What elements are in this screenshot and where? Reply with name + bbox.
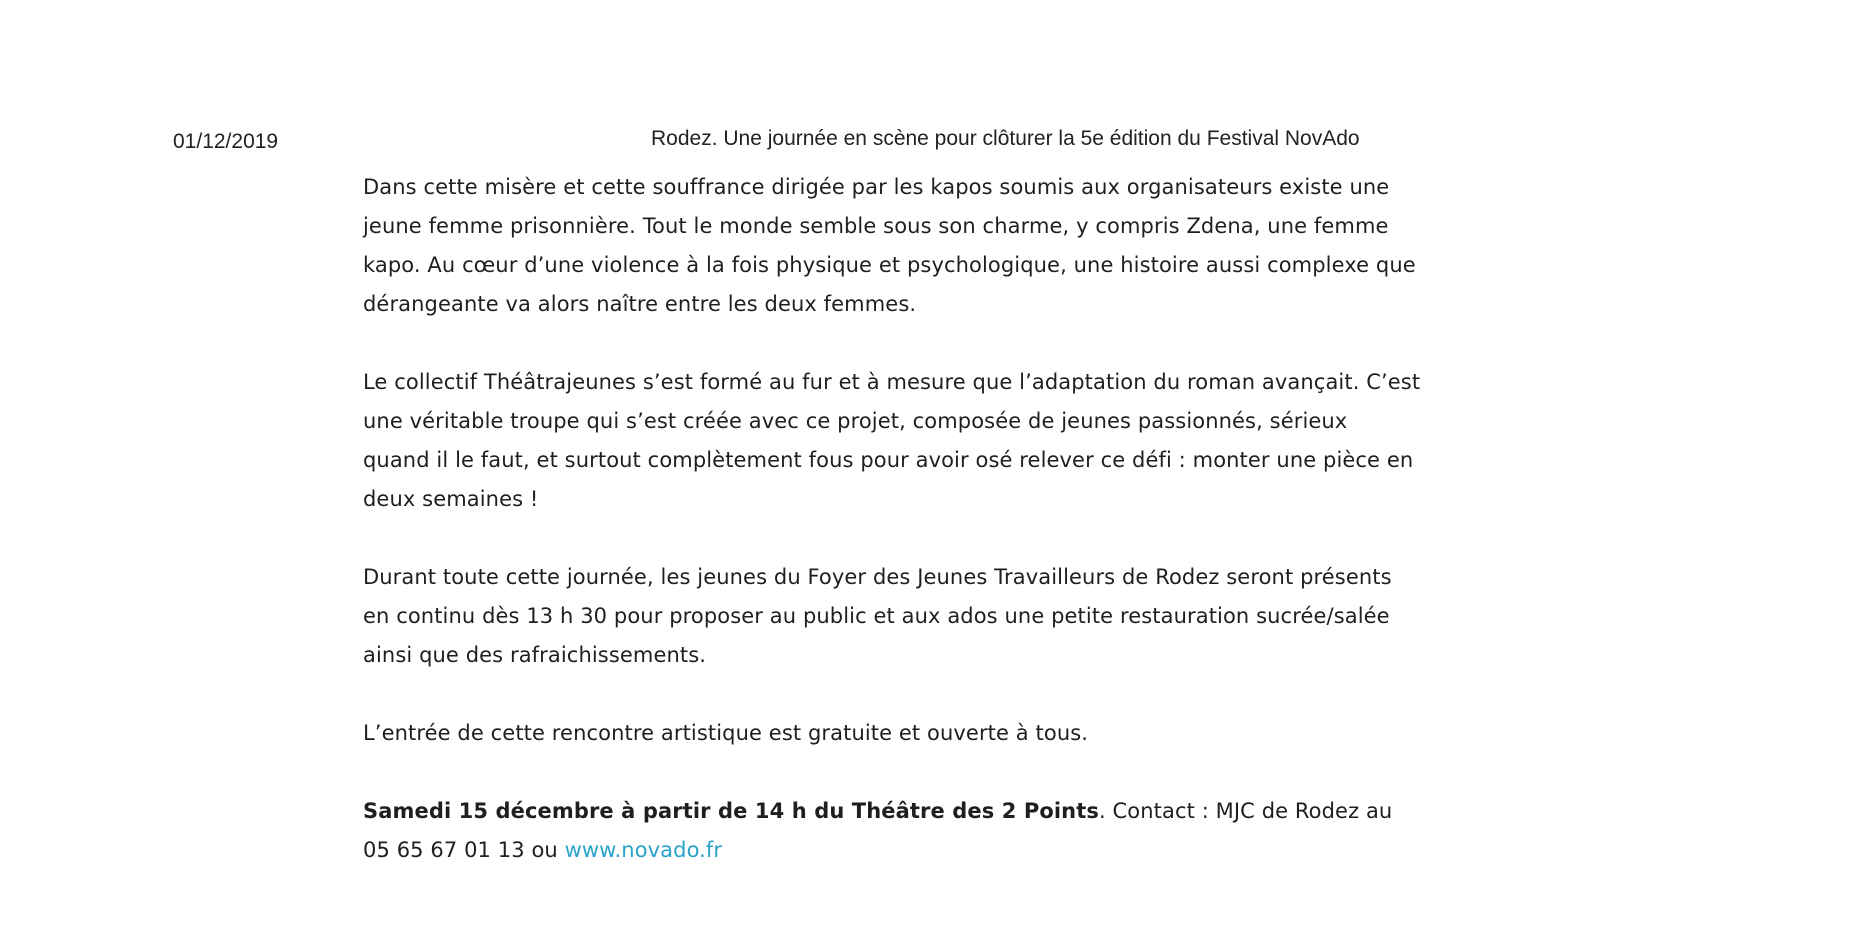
paragraph-line: dérangeante va alors naître entre les deux femmes. bbox=[363, 292, 917, 316]
paragraph-line: une véritable troupe qui s’est créée avec ce projet, composée de jeunes passionnés, sérieux bbox=[363, 409, 1348, 433]
paragraph-line: kapo. Au cœur d’une violence à la fois physique et psychologique, une histoire aussi complexe que bbox=[363, 253, 1416, 277]
paragraph-line: Dans cette misère et cette souffrance dirigée par les kapos soumis aux organisateurs existe une bbox=[363, 175, 1390, 199]
header-title: Rodez. Une journée en scène pour clôturer la 5e édition du Festival NovAdo bbox=[651, 127, 1360, 150]
paragraph-4 bbox=[363, 714, 1523, 753]
website-link[interactable]: www.novado.fr bbox=[564, 838, 723, 862]
header-date: 01/12/2019 bbox=[173, 130, 279, 153]
paragraph-line: quand il le faut, et surtout complètement fous pour avoir osé relever ce défi : monter une pièce en bbox=[363, 448, 1414, 472]
contact-text: . Contact : MJC de Rodez au bbox=[1098, 799, 1393, 823]
paragraph-line: L’entrée de cette rencontre artistique est gratuite et ouverte à tous. bbox=[363, 721, 1089, 745]
paragraph-line: ainsi que des rafraichissements. bbox=[363, 643, 707, 667]
paragraph-line: jeune femme prisonnière. Tout le monde semble sous son charme, y compris Zdena, une femme bbox=[363, 214, 1389, 238]
phone-text: 05 65 67 01 13 ou bbox=[363, 838, 565, 862]
paragraph-line: Le collectif Théâtrajeunes s’est formé au fur et à mesure que l’adaptation du roman avançait. C’est bbox=[363, 370, 1421, 394]
paragraph-line: en continu dès 13 h 30 pour proposer au public et aux ados une petite restauration sucrée/salée bbox=[363, 604, 1390, 628]
paragraph-3 bbox=[363, 558, 1523, 675]
article-body bbox=[363, 168, 1523, 870]
paragraph-1 bbox=[363, 168, 1523, 324]
paragraph-2 bbox=[363, 363, 1523, 519]
event-date-venue: Samedi 15 décembre à partir de 14 h du Théâtre des 2 Points bbox=[363, 799, 1099, 823]
event-info bbox=[363, 792, 1523, 870]
paragraph-line: deux semaines ! bbox=[363, 487, 539, 511]
paragraph-line: Durant toute cette journée, les jeunes du Foyer des Jeunes Travailleurs de Rodez seront présents bbox=[363, 565, 1392, 589]
